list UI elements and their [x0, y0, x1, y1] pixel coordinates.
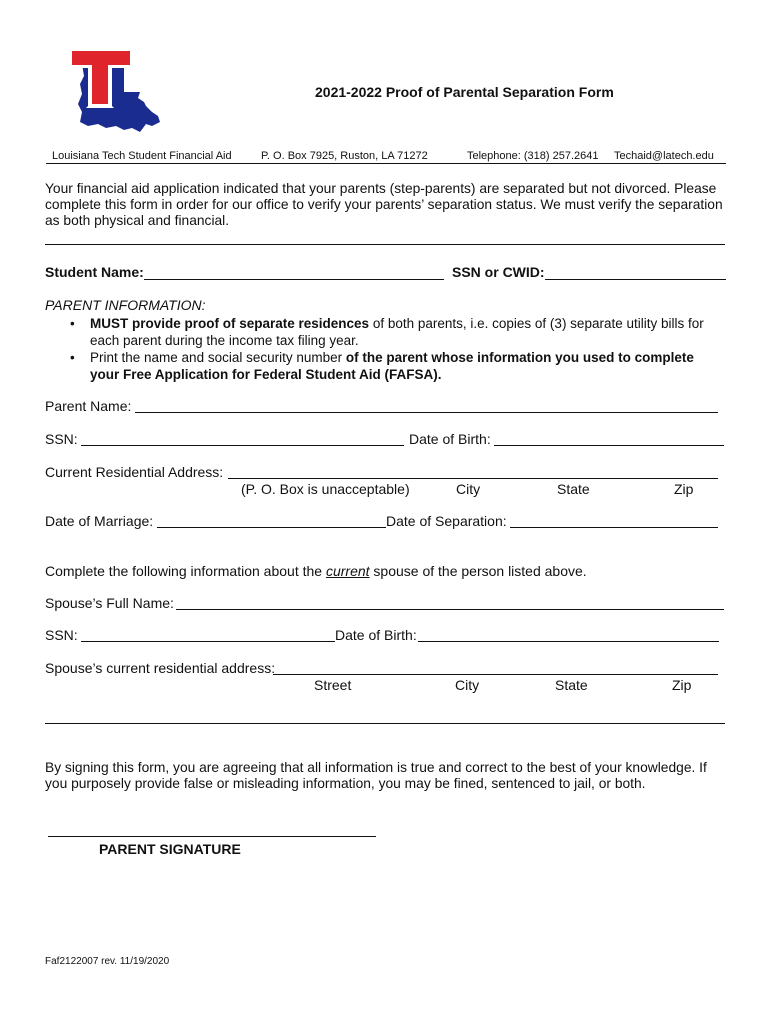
marriage-date-field[interactable] — [157, 527, 386, 528]
parent-dob-label: Date of Birth: — [409, 431, 491, 447]
signature-label: PARENT SIGNATURE — [99, 841, 241, 857]
section-divider — [45, 244, 725, 245]
office-email: Techaid@latech.edu — [614, 150, 714, 162]
spouse-dob-label: Date of Birth: — [335, 627, 417, 643]
city-label: City — [456, 481, 481, 497]
bullet-text: Print the name and social security number — [90, 350, 346, 365]
office-name: Louisiana Tech Student Financial Aid — [52, 150, 232, 162]
spouse-intro-emphasis: current — [325, 563, 370, 579]
spouse-intro-text: Complete the following information about the — [45, 563, 326, 579]
office-telephone: Telephone: (318) 257.2641 — [467, 150, 599, 162]
ssn-cwid-field[interactable] — [545, 279, 726, 280]
state-label: State — [557, 481, 590, 497]
separation-date-label: Date of Separation: — [386, 513, 507, 529]
university-logo — [66, 46, 166, 136]
spouse-zip-label: Zip — [672, 677, 692, 693]
list-item — [66, 349, 726, 383]
parent-info-heading: PARENT INFORMATION: — [45, 297, 206, 313]
separation-date-field[interactable] — [510, 527, 718, 528]
spouse-ssn-field[interactable] — [81, 641, 335, 642]
intro-paragraph: Your financial aid application indicated that your parents (step-parents) are separated but not divorced. Please complete this form in order for our office to verify your parents’ separation status. We must verify the separation as both physical and financial. — [45, 181, 723, 228]
spouse-address-label: Spouse’s current residential address: — [45, 660, 276, 676]
address-note: (P. O. Box is unacceptable) — [241, 481, 410, 497]
bullet-emphasis: MUST provide proof of separate residences — [90, 316, 370, 331]
spouse-name-label: Spouse’s Full Name: — [45, 595, 174, 611]
section-divider-2 — [45, 723, 725, 724]
marriage-date-label: Date of Marriage: — [45, 513, 154, 529]
signature-field[interactable] — [48, 836, 376, 837]
parent-dob-field[interactable] — [494, 445, 724, 446]
parent-ssn-label: SSN: — [45, 431, 78, 447]
form-title: 2021-2022 Proof of Parental Separation Form — [315, 84, 614, 100]
spouse-city-label: City — [455, 677, 480, 693]
spouse-state-label: State — [555, 677, 588, 693]
ssn-cwid-label: SSN or CWID: — [452, 264, 545, 280]
spouse-intro — [45, 563, 587, 579]
parent-address-field[interactable] — [228, 478, 718, 479]
parent-name-field[interactable] — [135, 412, 718, 413]
bullet-text: of both parents, i.e. copies of (3) separate utility bills for each parent during the income tax filing year. — [90, 316, 704, 348]
street-label: Street — [314, 677, 352, 693]
parent-ssn-field[interactable] — [81, 445, 404, 446]
office-address: P. O. Box 7925, Ruston, LA 71272 — [261, 150, 428, 162]
spouse-dob-field[interactable] — [418, 641, 719, 642]
spouse-name-field[interactable] — [176, 609, 724, 610]
parent-address-label: Current Residential Address: — [45, 464, 224, 480]
list-item — [66, 315, 726, 349]
parent-info-list — [66, 315, 726, 383]
form-code: Faf2122007 rev. 11/19/2020 — [45, 956, 170, 967]
certification-paragraph: By signing this form, you are agreeing that all information is true and correct to the best of your knowledge. If you purposely provide false or misleading information, you may be fined, sentenced to jail, or both. — [45, 760, 707, 791]
spouse-address-field[interactable] — [273, 674, 718, 675]
spouse-intro-text-end: spouse of the person listed above. — [369, 563, 587, 579]
zip-label: Zip — [674, 481, 694, 497]
student-name-field[interactable] — [144, 279, 444, 280]
parent-name-label: Parent Name: — [45, 398, 132, 414]
spouse-ssn-label: SSN: — [45, 627, 78, 643]
student-name-label: Student Name: — [45, 264, 144, 280]
header-underline — [46, 163, 726, 164]
bullet-emphasis: of the parent whose information you used to complete your Free Application for Federal Student Aid (FAFSA). — [90, 350, 694, 382]
